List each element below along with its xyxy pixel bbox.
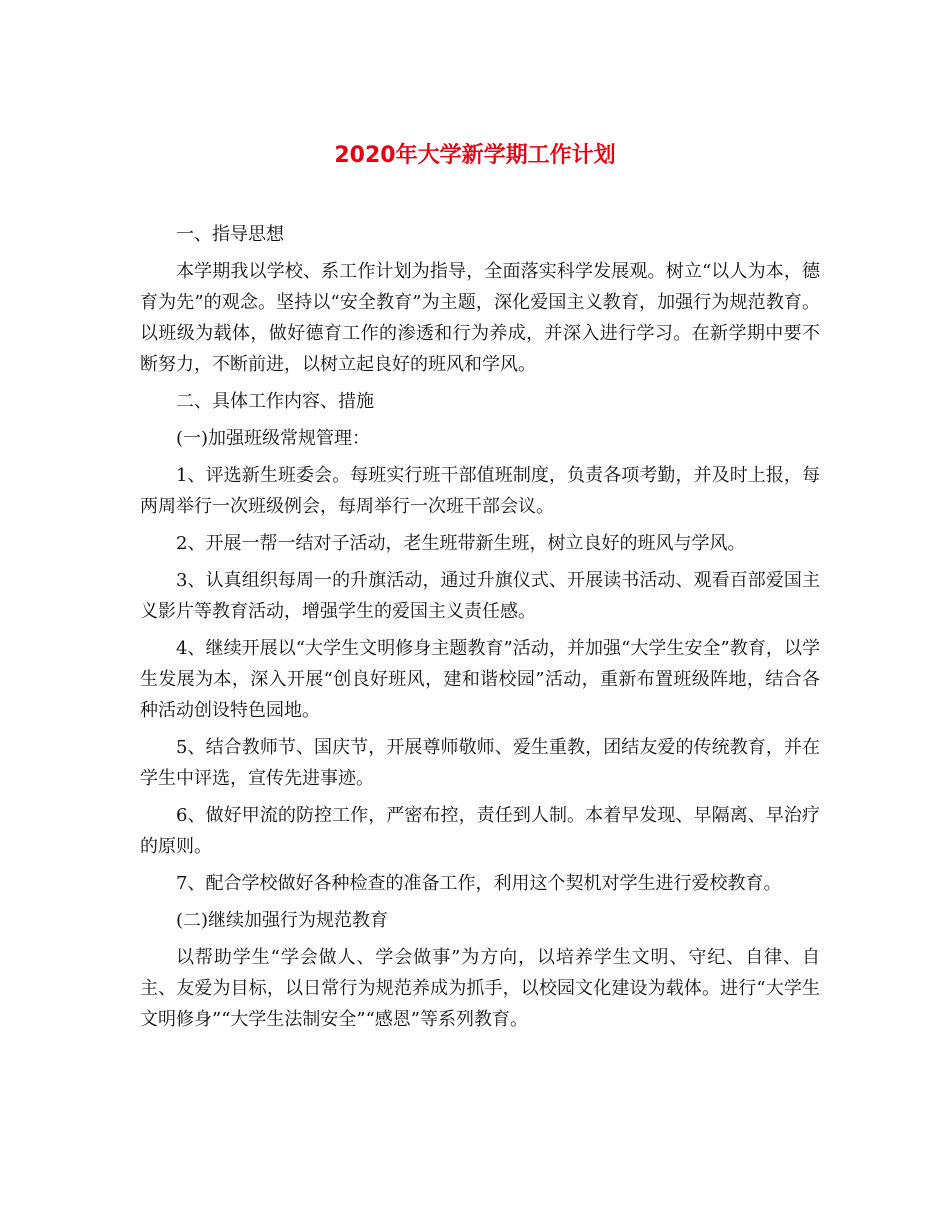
heading-work-content: 二、具体工作内容、措施	[176, 391, 374, 412]
list-item-7: 7、配合学校做好各种检查的准备工作，利用这个契机对学生进行爱校教育。	[176, 873, 782, 894]
paragraph-guiding-ideology: 本学期我以学校、系工作计划为指导，全面落实科学发展观。树立“以人为本，德育为先”的观念。坚持以“安全教育”为主题，深化爱国主义教育，加强行为规范教育。以班级为载体，做好德育工作的渗透和行为养成，并深入进行学习。在新学期中要不断努力，不断前进，以树立起良好的班风和学风。	[140, 261, 820, 375]
heading-guiding-ideology: 一、指导思想	[176, 224, 284, 245]
subheading-class-management: (一)加强班级常规管理：	[176, 428, 371, 449]
list-item-5: 5、结合教师节、国庆节，开展尊师敬师、爱生重教，团结友爱的传统教育，并在学生中评选，宣传先进事迹。	[140, 737, 820, 789]
paragraph-behavior-education: 以帮助学生“学会做人、学会做事”为方向，以培养学生文明、守纪、自律、自主、友爱为目标，以日常行为规范养成为抓手，以校园文化建设为载体。进行“大学生文明修身”“大学生法制安全”“感恩”等系列教育。	[140, 947, 820, 1030]
document-title: 2020年大学新学期工作计划	[334, 143, 616, 168]
list-item-3: 3、认真组织每周一的升旗活动，通过升旗仪式、开展读书活动、观看百部爱国主义影片等教育活动，增强学生的爱国主义责任感。	[140, 570, 820, 622]
list-item-4: 4、继续开展以“大学生文明修身主题教育”活动，并加强“大学生安全”教育，以学生发展为本，深入开展“创良好班风，建和谐校园”活动，重新布置班级阵地，结合各种活动创设特色园地。	[140, 638, 820, 721]
list-item-2: 2、开展一帮一结对子活动，老生班带新生班，树立良好的班风与学风。	[176, 533, 746, 554]
list-item-1: 1、评选新生班委会。每班实行班干部值班制度，负责各项考勤，并及时上报，每两周举行一次班级例会，每周举行一次班干部会议。	[140, 465, 820, 517]
document-body	[140, 219, 820, 1041]
subheading-behavior-education: (二)继续加强行为规范教育	[176, 910, 389, 931]
list-item-6: 6、做好甲流的防控工作，严密布控，责任到人制。本着早发现、早隔离、早治疗的原则。	[140, 805, 820, 857]
